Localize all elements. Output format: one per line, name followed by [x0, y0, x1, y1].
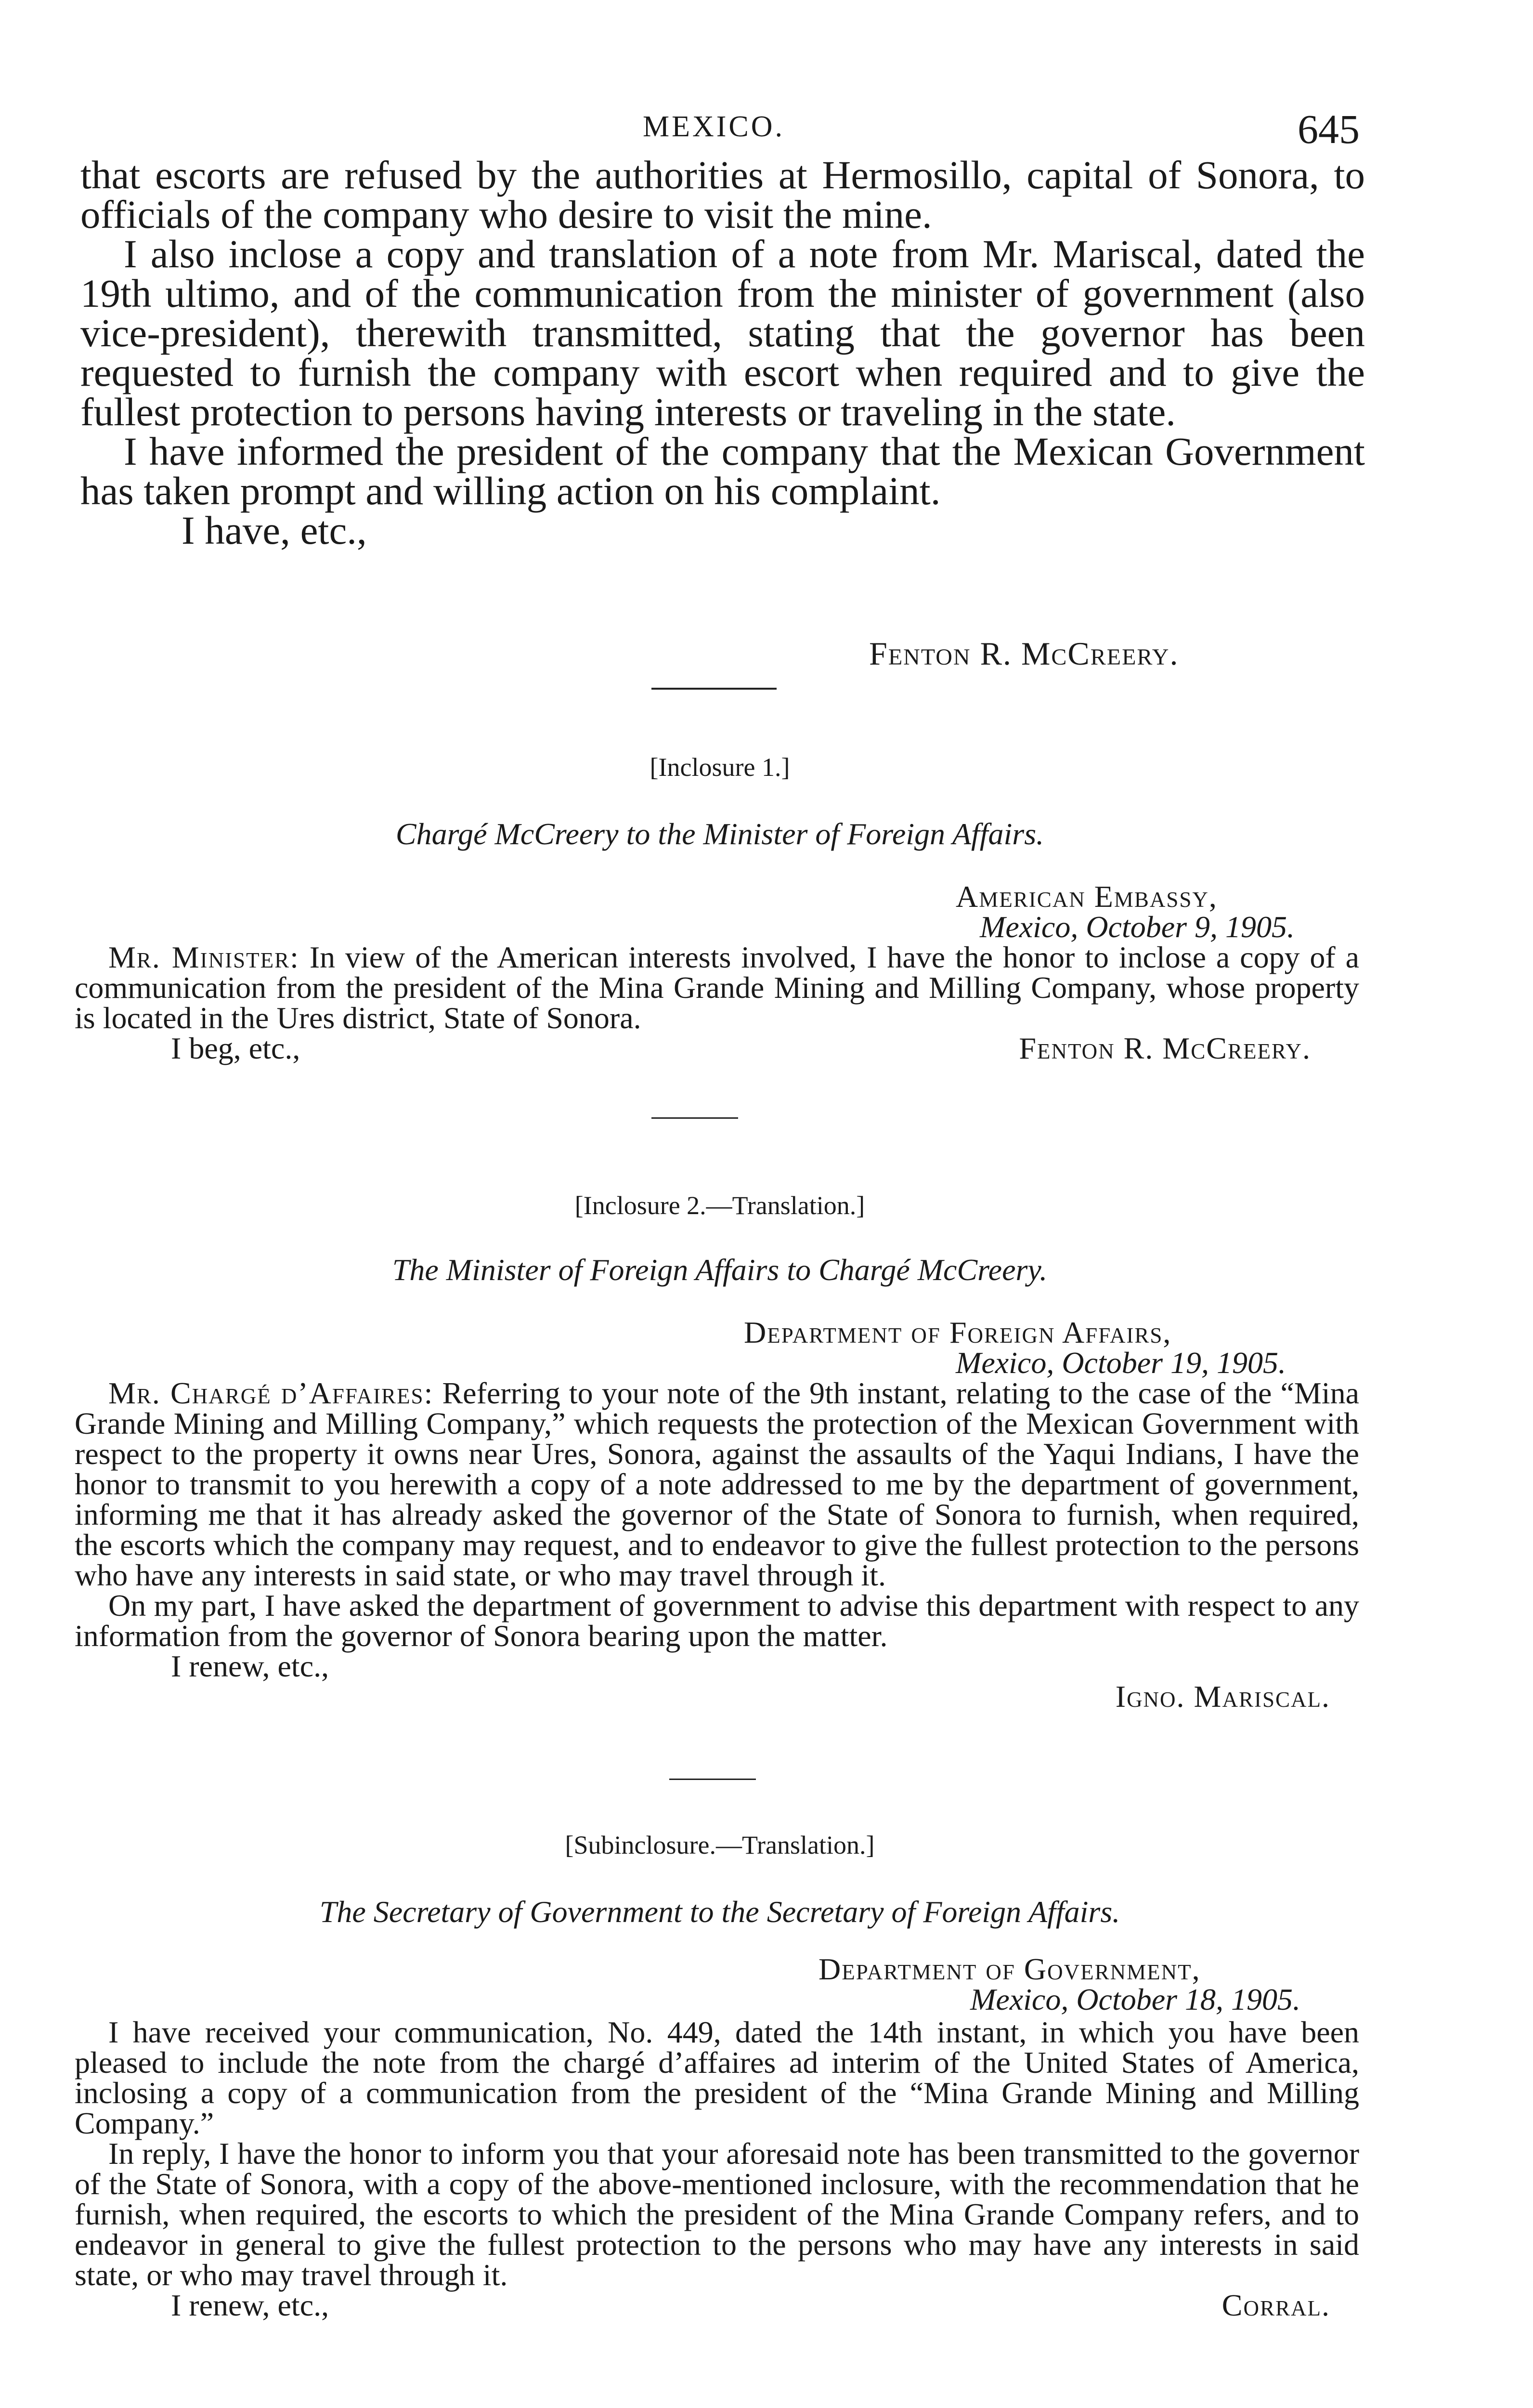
inclosure-body — [75, 1378, 1359, 1712]
salutation: Mr. Minister: — [108, 940, 299, 974]
document-page — [75, 0, 1365, 2408]
body-text: Referring to your note of the 9th instant, relating to the case of the “Mina Grande Mining and Milling Company,” which requests the protection of the Mexican Government with respect to the property it owns near Ures, Sonora, against the assaults of the Yaqui Indians, I have the honor to transmit to you herewith a copy of a note addressed to me by the department of government, informing me that it has already asked the governor of the State of Sonora to furnish, when required, the escorts which the company may request, and to endeavor to give the fullest protection to the persons who have any interests in said state, or who may travel through it. — [75, 1376, 1359, 1592]
subinclosure-heading: The Secretary of Government to the Secretary of Foreign Affairs. — [319, 1895, 1120, 1929]
closing: I renew, etc., — [171, 2288, 329, 2322]
section-divider — [669, 1779, 756, 1780]
running-title: MEXICO. — [643, 110, 785, 143]
section-divider — [651, 1117, 738, 1119]
inclosure-place: American Embassy, — [956, 879, 1218, 914]
main-letter — [80, 155, 1365, 550]
subinclosure-label: [Subinclosure.—Translation.] — [565, 1831, 875, 1859]
inclosure-heading: The Minister of Foreign Affairs to Chargé McCreery. — [392, 1253, 1048, 1287]
subinclosure-place: Department of Government, — [818, 1952, 1201, 1986]
inclosure-label: [Inclosure 1.] — [650, 753, 790, 782]
inclosure-place: Department of Foreign Affairs, — [744, 1315, 1172, 1349]
closing: I beg, etc., — [171, 1031, 300, 1065]
inclosure-date: Mexico, October 19, 1905. — [956, 1346, 1286, 1380]
body-text: In reply, I have the honor to inform you that your aforesaid note has been transmitted to the governor of the State of Sonora, with a copy of the above-mentioned inclosure, with the recommendation that he furnish, when required, the escorts to which the president of the Mina Grande Company refers, and to endeavor in general to give the fullest protection to the persons who may have any interests in said state, or who may travel through it. — [75, 2136, 1359, 2292]
inclosure-date: Mexico, October 9, 1905. — [980, 910, 1295, 944]
closing: I renew, etc., — [171, 1649, 329, 1683]
letter-paragraph: that escorts are refused by the authorities at Hermosillo, capital of Sonora, to officials of the company who desire to visit the mine. — [80, 153, 1365, 236]
letter-paragraph: I also inclose a copy and translation of a note from Mr. Mariscal, dated the 19th ultimo, and of the communication from the minister of government (also vice-president), therewith transmitted, stating that the governor has been requested to furnish the company with escort when required and to give the fullest protection to persons having interests or traveling in the state. — [80, 232, 1365, 434]
letter-closing: I have, etc., — [182, 508, 367, 552]
body-text: On my part, I have asked the department of government to advise this department with respect to any information from the governor of Sonora bearing upon the matter. — [75, 1588, 1359, 1653]
subinclosure-date: Mexico, October 18, 1905. — [970, 1982, 1301, 2016]
body-text: I have received your communication, No. 449, dated the 14th instant, in which you have been pleased to include the note from the chargé d’affaires ad interim of the United States of America, inclosing a copy of a communication from the president of the “Mina Grande Mining and Milling Company.” — [75, 2015, 1359, 2140]
signature: Fenton R. McCreery. — [1019, 1031, 1311, 1065]
subinclosure-body — [75, 2017, 1359, 2320]
letter-paragraph: I have informed the president of the company that the Mexican Government has taken prompt and willing action on his complaint. — [80, 429, 1365, 513]
inclosure-body — [75, 942, 1359, 1063]
section-divider — [651, 688, 777, 690]
inclosure-label: [Inclosure 2.—Translation.] — [574, 1191, 865, 1220]
page-number: 645 — [1298, 106, 1360, 152]
body-text: In view of the American interests involved, I have the honor to inclose a copy of a communication from the president of the Mina Grande Mining and Milling Company, whose property is located in the Ures district, State of Sonora. — [75, 940, 1360, 1035]
letter-signature: Fenton R. McCreery. — [869, 635, 1179, 672]
salutation: Mr. Chargé d’Affaires: — [108, 1376, 434, 1410]
signature: Corral. — [1221, 2288, 1330, 2322]
inclosure-heading: Chargé McCreery to the Minister of Foreign Affairs. — [395, 817, 1044, 851]
signature: Igno. Mariscal. — [1115, 1679, 1330, 1714]
